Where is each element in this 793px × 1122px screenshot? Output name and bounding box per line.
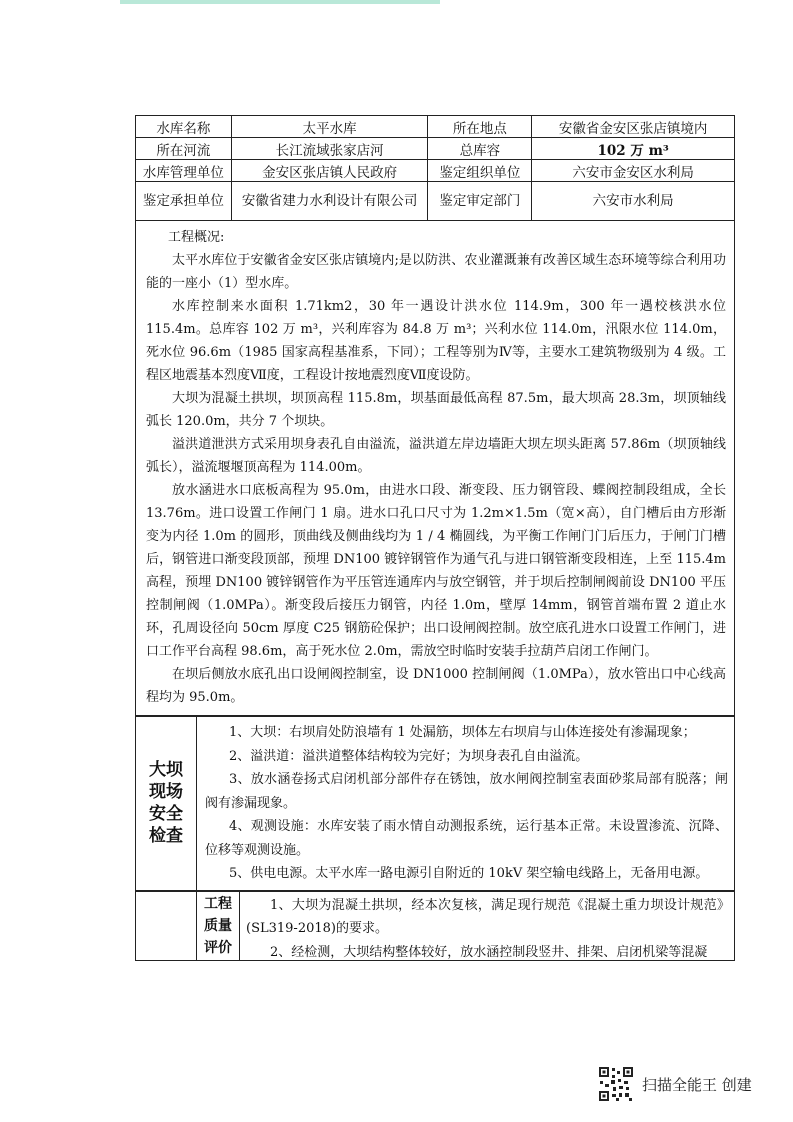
document-sheet [135,115,735,961]
quality-label-cell [197,892,240,960]
label-line: 质量 [204,917,232,934]
table-row [136,160,735,182]
quality-blank-cell [136,892,197,960]
label-line: 工程 [204,895,232,912]
table-cell: 长江流域张家店河 [231,138,428,160]
table-cell: 六安市水利局 [532,182,735,221]
table-cell: 鉴定组织单位 [428,160,532,182]
table-cell: 太平水库 [231,116,428,138]
quality-item: 1、大坝为混凝土拱坝，经本次复核，满足现行规范《混凝土重力坝设计规范》(SL319-2018)的要求。 [246,897,730,936]
quality-findings [240,892,734,960]
table-cell: 鉴定审定部门 [428,182,532,221]
scanner-watermark [598,1066,752,1102]
overview-paragraph: 太平水库位于安徽省金安区张店镇境内;是以防洪、农业灌溉兼有改善区域生态环境等综合利用功能的一座小（1）型水库。 [146,253,726,291]
table-cell: 水库名称 [136,116,232,138]
scan-edge-band [120,0,440,4]
finding-item: 2、溢洪道：溢洪道整体结构较为完好；为坝身表孔自由溢流。 [229,748,589,764]
watermark-text: 扫描全能王 创建 [642,1075,752,1094]
table-cell: 安徽省金安区张店镇境内 [532,116,735,138]
reservoir-info-table [135,115,735,221]
finding-item: 3、放水涵卷扬式启闭机部分部件存在锈蚀，放水闸阀控制室表面砂浆局部有脱落；闸阀有渗漏现象。 [205,772,728,811]
table-cell: 总库容 [428,138,532,160]
table-row [136,116,735,138]
table-cell: 所在河流 [136,138,232,160]
label-line: 大坝 [149,760,183,781]
overview-paragraph: 在坝后侧放水底孔出口设闸阀控制室，设 DN1000 控制闸阀（1.0MPa），放水管出口中心线高程均为 95.0m。 [146,667,726,705]
table-cell: 安徽省建力水利设计有限公司 [231,182,428,221]
table-cell: 六安市金安区水利局 [532,160,735,182]
label-line: 检查 [149,826,183,847]
table-cell: 金安区张店镇人民政府 [231,160,428,182]
finding-item: 4、观测设施：水库安装了雨水情自动测报系统，运行基本正常。未设置渗流、沉降、位移等观测设施。 [205,819,728,858]
quality-label [204,893,232,959]
overview-paragraph: 放水涵进水口底板高程为 95.0m，由进水口段、渐变段、压力钢管段、蝶阀控制段组成，全长 13.76m。进口设置工作闸门 1 扇。进水口孔口尺寸为 1.2m×1.5m（宽×高），自门槽后由方形渐变为内径 1.0m 的圆形，顶曲线及侧曲线均为 1 / 4 椭圆线，为平衡工作闸门门后压力，于闸门门槽后，钢管进口渐变段顶部，预埋 DN100 镀锌钢管作为通气孔与进口钢管渐变段相连，上至 115.4m 高程，预埋 DN100 镀锌钢管作为平压管连通库内与放空钢管，并于坝后控制闸阀前设 DN100 平压控制闸阀（1.0MPa）。渐变段后接压力钢管，内径 1.0m，壁厚 14mm，钢管首端布置 2 道止水环，孔周设径向 50cm 厚度 C25 钢筋砼保护；出口设闸阀控制。放空底孔进水口设置工作闸门，进口工作平台高程 98.6m，高于死水位 2.0m，需放空时临时安装手拉葫芦启闭工作闸门。 [146,483,726,659]
overview-paragraph: 溢洪道泄洪方式采用坝身表孔自由溢流，溢洪道左岸边墙距大坝左坝头距离 57.86m（坝顶轴线弧长），溢流堰堰顶高程为 114.00m。 [146,437,726,475]
safety-findings [197,717,734,890]
label-line: 现场 [149,782,183,803]
table-cell: 水库管理单位 [136,160,232,182]
overview-paragraph: 水库控制来水面积 1.71km2，30 年一遇设计洪水位 114.9m，300 年一遇校核洪水位 115.4m。总库容 102 万 m³，兴利库容为 84.8 万 m³；兴利水位 114.0m，汛限水位 114.0m，死水位 96.6m（1985 国家高程基准系，下同）；工程等别为Ⅳ等，主要水工建筑物级别为 4 级。工程区地震基本烈度Ⅶ度，工程设计按地震烈度Ⅶ度设防。 [146,299,726,383]
label-line: 评价 [204,939,232,956]
safety-label-cell [136,717,197,890]
overview-heading: 工程概况: [168,230,225,245]
table-row [136,182,735,221]
finding-item: 5、供电电源。太平水库一路电源引自附近的 10kV 架空输电线路上，无备用电源。 [229,866,709,881]
qr-code-icon [598,1066,634,1102]
quality-evaluation-section [135,891,735,961]
table-row [136,138,735,160]
project-overview [135,221,735,716]
table-cell: 102 万 m³ [532,138,735,160]
safety-label [146,759,186,847]
finding-item: 1、大坝：右坝肩处防浪墙有 1 处漏筋，坝体左右坝肩与山体连接处有渗漏现象； [229,725,696,740]
table-cell: 所在地点 [428,116,532,138]
safety-inspection-section [135,716,735,891]
table-cell: 鉴定承担单位 [136,182,232,221]
overview-paragraph: 大坝为混凝土拱坝，坝顶高程 115.8m，坝基面最低高程 87.5m，最大坝高 28.3m，坝顶轴线弧长 120.0m，共分 7 个坝块。 [146,391,726,429]
quality-item: 2、经检测，大坝结构整体较好，放水涵控制段竖井、排架、启闭机梁等混凝 [270,944,708,960]
label-line: 安全 [149,804,183,825]
